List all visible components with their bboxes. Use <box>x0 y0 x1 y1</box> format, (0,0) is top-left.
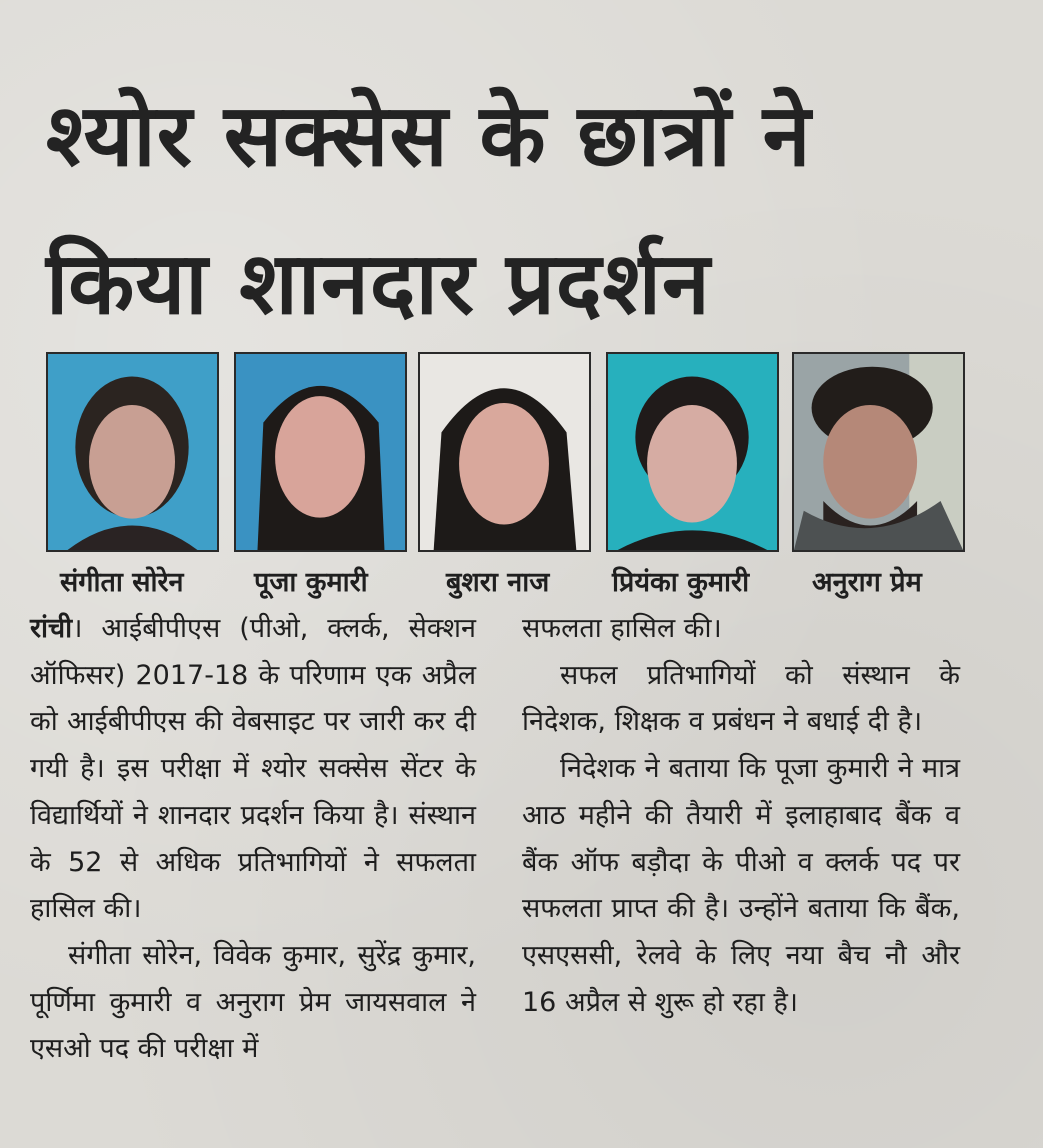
dateline: रांची <box>30 613 73 644</box>
article-paragraph: सफलता हासिल की। <box>522 613 722 644</box>
caption-3: बुशरा नाज <box>446 567 550 598</box>
article-column-2 <box>522 606 960 1026</box>
article-paragraph: सफल प्रतिभागियों को संस्थान के निदेशक, शिक्षक व प्रबंधन ने बधाई दी है। <box>522 659 960 738</box>
portrait-icon <box>794 354 963 550</box>
article-paragraph: संगीता सोरेन, विवेक कुमार, सुरेंद्र कुमार, पूर्णिमा कुमारी व अनुराग प्रेम जायसवाल ने एसओ पद की परीक्षा में <box>30 939 476 1065</box>
photo-priyanka-kumari <box>606 352 779 552</box>
photo-pooja-kumari <box>234 352 407 552</box>
caption-5: अनुराग प्रेम <box>812 567 922 598</box>
caption-4: प्रियंका कुमारी <box>612 567 750 598</box>
article-paragraph: निदेशक ने बताया कि पूजा कुमारी ने मात्र आठ महीने की तैयारी में इलाहाबाद बैंक व बैंक ऑफ बड़ौदा के पीओ व क्लर्क पद पर सफलता प्राप्त की है। उन्होंने बताया कि बैंक, एसएससी, रेलवे के लिए नया बैच नौ और 16 अप्रैल से शुरू हो रहा है। <box>522 753 960 1018</box>
headline-line-1: श्योर सक्सेस के छात्रों ने <box>46 86 812 186</box>
portrait-icon <box>48 354 217 550</box>
photo-sangeeta-soren <box>46 352 219 552</box>
portrait-icon <box>236 354 405 550</box>
article-paragraph <box>30 606 476 933</box>
headline <box>46 62 1006 358</box>
caption-2: पूजा कुमारी <box>254 567 368 598</box>
portrait-icon <box>420 354 589 550</box>
article-column-1 <box>30 606 476 1073</box>
photo-bushra-naaz <box>418 352 591 552</box>
article-text: । आईबीपीएस (पीओ, क्लर्क, सेक्शन ऑफिसर) 2017-18 के परिणाम एक अप्रैल को आईबीपीएस की वेबसाइट पर जारी कर दी गयी है। इस परीक्षा में श्योर सक्सेस सेंटर के विद्यार्थियों ने शानदार प्रदर्शन किया है। संस्थान के 52 से अधिक प्रतिभागियों ने सफलता हासिल की। <box>30 613 476 925</box>
caption-1: संगीता सोरेन <box>60 567 184 598</box>
headline-line-2: किया शानदार प्रदर्शन <box>46 234 711 334</box>
photo-strip <box>46 352 966 554</box>
photo-anurag-prem <box>792 352 965 552</box>
portrait-icon <box>608 354 777 550</box>
